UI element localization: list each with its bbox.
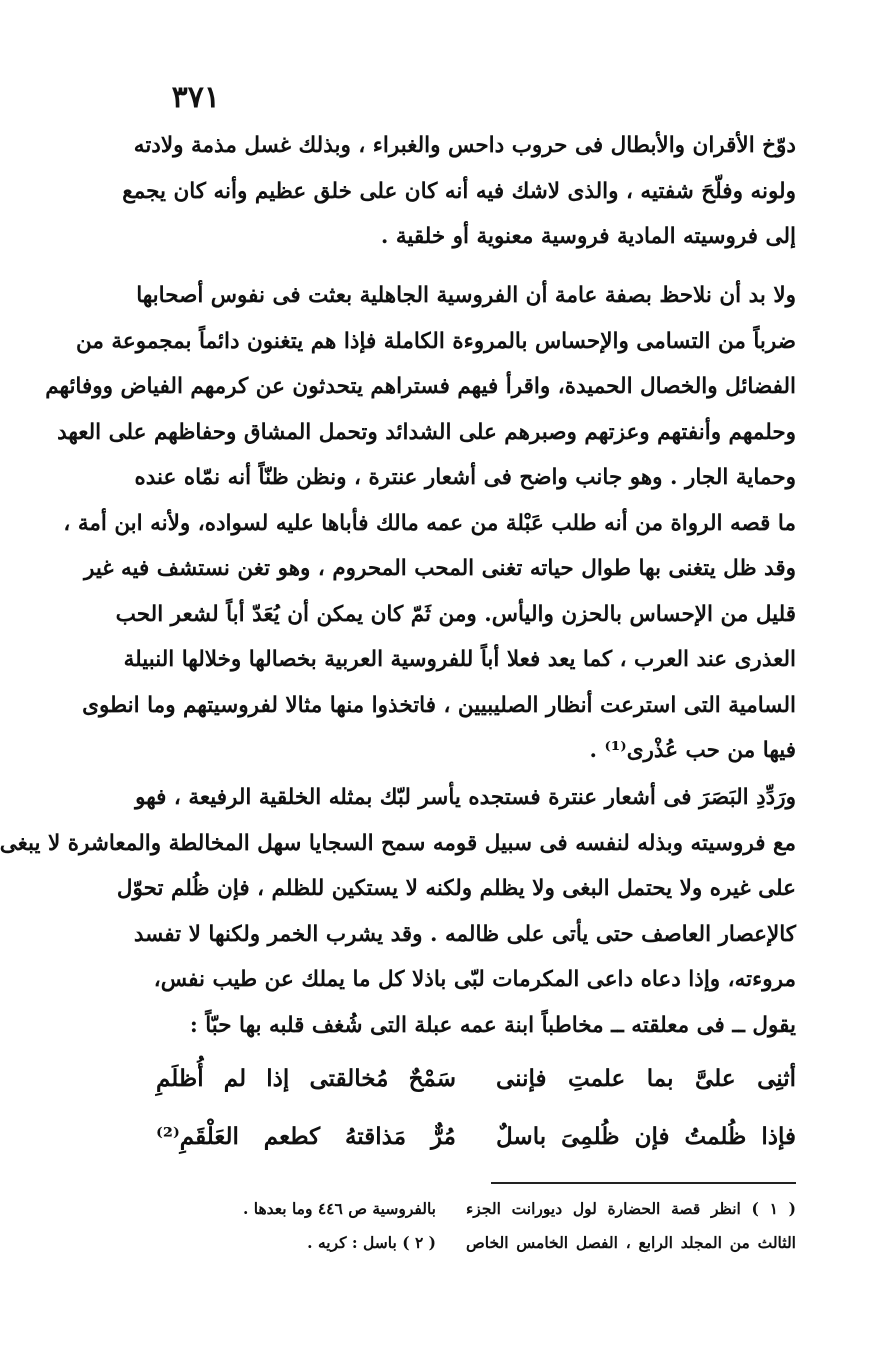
text-line: ولونه وفلّحَ شفتيه ، والذى لاشك فيه أنه كان على خلق عظيم وأنه كان يجمع [122,178,796,204]
text-line: الفضائل والخصال الحميدة، واقرأ فيهم فستراهم يتحدثون عن كرمهم الفياض ووفائهم [45,374,796,399]
paragraph-3 [0,775,796,1048]
footnote-1-start: ( ١ ) انظر قصة الحضارة لول ديورانت الجزء [466,1199,796,1218]
footnotes [156,1192,796,1260]
verse-first-hemistich: أثنِى علىَّ بما علمتِ فإننى [496,1065,796,1092]
text-line: وحماية الجار . وهو جانب واضح فى أشعار عنترة ، ونظن ظنّاً أنه نمّاه عنده [134,465,796,490]
text-line: قليل من الإحساس بالحزن واليأس. ومن ثَمّ كان يمكن أن يُعَدّ أباً لشعر الحب [115,601,796,627]
text-line: العذرى عند العرب ، كما يعد فعلا أباً للفروسية العربية بخصالها وخلالها النبيلة [123,647,796,672]
text-line: على غيره ولا يحتمل البغى ولا يظلم ولكنه لا يستكين للظلم ، فإن ظُلم تحوّل [116,876,796,901]
footnote-2: ( ٢ ) باسل : كريه . [307,1233,436,1252]
text-line: وقد ظل يتغنى بها طوال حياته تغنى المحب المحروم ، وهو تغن نستشف فيه غير [83,556,796,581]
footnote-row [156,1192,796,1226]
text-line: مروءته، وإذا دعاه داعى المكرمات لبّى باذلا كل ما يملك عن طيب نفس، [153,967,796,992]
text-line: وحلمهم وأنفتهم وعزتهم وصبرهم على الشدائد وتحمل المشاق وحفاظهم على العهد [57,419,796,445]
text-line: يقول ــ فى معلقته ــ مخاطباً ابنة عمه عبلة التى شُغف قلبه بها حبّاً : [189,1012,796,1038]
verse-line [156,1108,796,1166]
text-line: ولا بد أن نلاحظ بصفة عامة أن الفروسية الجاهلية بعثت فى نفوس أصحابها [136,283,796,308]
footnote-1-continued: الثالث من المجلد الرابع ، الفصل الخامس الخاص [466,1233,796,1252]
text-line: إلى فروسيته المادية فروسية معنوية أو خلقية . [380,224,796,249]
verse-first-hemistich: فإذا ظُلمتُ فإن ظُلمِىَ باسلٌ [496,1123,796,1150]
footnote-row [156,1226,796,1260]
text-line: دوّخ الأقران والأبطال فى حروب داحس والغبراء ، وبذلك غسل مذمة ولادته [133,133,796,158]
page-number: ٣٧١ [171,80,220,115]
paragraph-1 [122,123,796,260]
footnote-divider [491,1182,796,1184]
text-line: فيها من حب عُذْرى⁽¹⁾ . [589,738,796,763]
poem-verses [156,1050,796,1166]
text-line: ورَدِّدِ البَصَرَ فى أشعار عنترة فستجده يأسر لبّك بمثله الخلقية الرفيعة ، فهو [135,785,796,810]
verse-second-hemistich: مُرٌّ مَذاقتهُ كطعم العَلْقَمِ⁽²⁾ [156,1123,456,1150]
text-line: السامية التى استرعت أنظار الصليبيين ، فاتخذوا منها مثالا لفروسيتهم وما انطوى [82,692,796,718]
paragraph-2 [45,273,796,774]
text-line: كالإعصار العاصف حتى يأتى على ظالمه . وقد يشرب الخمر ولكنها لا تفسد [133,921,796,947]
text-line: ما قصه الرواة من أنه طلب عَبْلة من عمه مالك فأباها عليه لسواده، ولأنه ابن أمة ، [63,510,796,536]
verse-second-hemistich: سَمْحٌ مُخالقتى إذا لم أُظلَمِ [156,1065,456,1092]
text-line: مع فروسيته وبذله لنفسه فى سبيل قومه سمح السجايا سهل المخالطة والمعاشرة لا يبغى [0,830,796,856]
footnote-1-end: بالفروسية ص ٤٤٦ وما بعدها . [242,1199,436,1218]
verse-line [156,1050,796,1108]
text-line: ضرباً من التسامى والإحساس بالمروءة الكاملة فإذا هم يتغنون دائماً بمجموعة من [75,328,796,354]
